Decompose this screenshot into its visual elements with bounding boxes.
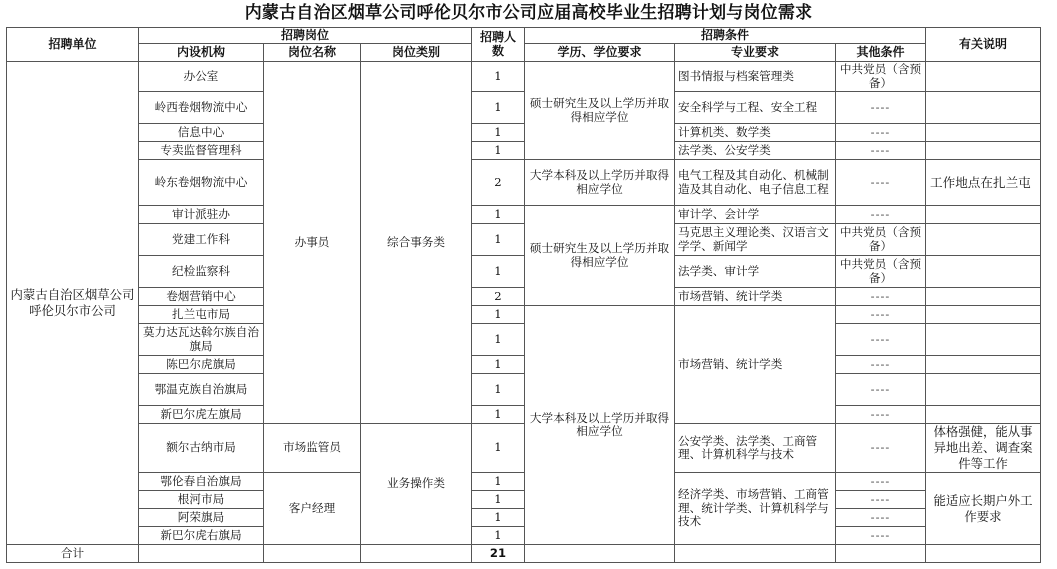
dept-cell: 阿荣旗局	[139, 509, 264, 527]
count-cell: 1	[472, 509, 525, 527]
other-cell: ----	[836, 374, 926, 406]
major-cell: 马克思主义理论类、汉语言文学学、新闻学	[675, 224, 836, 256]
dept-cell: 审计派驻办	[139, 206, 264, 224]
notes-cell	[926, 124, 1041, 142]
unit-name: 内蒙古自治区烟草公司呼伦贝尔市公司	[7, 62, 139, 545]
total-count: 21	[472, 545, 525, 563]
education-cell: 大学本科及以上学历并取得相应学位	[525, 160, 675, 206]
other-cell: 中共党员（含预备）	[836, 256, 926, 288]
table-row	[7, 509, 1041, 527]
header-post-type: 岗位类别	[361, 44, 472, 62]
dept-cell: 党建工作科	[139, 224, 264, 256]
other-cell: ----	[836, 142, 926, 160]
dept-cell: 新巴尔虎右旗局	[139, 527, 264, 545]
table-row	[7, 206, 1041, 224]
notes-cell	[926, 288, 1041, 306]
table-row	[7, 142, 1041, 160]
other-cell: ----	[836, 356, 926, 374]
notes-cell	[926, 142, 1041, 160]
table-row	[7, 356, 1041, 374]
other-cell: ----	[836, 92, 926, 124]
other-cell: ----	[836, 473, 926, 491]
education-cell: 硕士研究生及以上学历并取得相应学位	[525, 62, 675, 160]
count-cell: 2	[472, 288, 525, 306]
header-unit: 招聘单位	[7, 28, 139, 62]
dept-cell: 卷烟营销中心	[139, 288, 264, 306]
dept-cell: 岭东卷烟物流中心	[139, 160, 264, 206]
other-cell: ----	[836, 324, 926, 356]
dept-cell: 根河市局	[139, 491, 264, 509]
major-cell: 法学类、审计学	[675, 256, 836, 288]
header-notes: 有关说明	[926, 28, 1041, 62]
count-cell: 1	[472, 527, 525, 545]
education-cell: 大学本科及以上学历并取得相应学位	[525, 306, 675, 545]
table-row	[7, 424, 1041, 473]
table-row	[7, 124, 1041, 142]
table-row	[7, 324, 1041, 356]
other-cell: ----	[836, 288, 926, 306]
count-cell: 1	[472, 374, 525, 406]
major-cell: 市场营销、统计学类	[675, 306, 836, 424]
table-row	[7, 92, 1041, 124]
post-type-cell: 业务操作类	[361, 424, 472, 545]
header-other: 其他条件	[836, 44, 926, 62]
notes-cell	[926, 356, 1041, 374]
header-count: 招聘人 数	[472, 28, 525, 62]
count-cell: 1	[472, 491, 525, 509]
header-major: 专业要求	[675, 44, 836, 62]
notes-cell	[926, 206, 1041, 224]
dept-cell: 信息中心	[139, 124, 264, 142]
count-cell: 1	[472, 473, 525, 491]
dept-cell: 鄂温克族自治旗局	[139, 374, 264, 406]
major-cell: 经济学类、市场营销、工商管理、统计学类、计算机科学与技术	[675, 473, 836, 545]
dept-cell: 岭西卷烟物流中心	[139, 92, 264, 124]
post-name-cell: 办事员	[264, 62, 361, 424]
count-cell: 1	[472, 256, 525, 288]
dept-cell: 新巴尔虎左旗局	[139, 406, 264, 424]
post-name-cell: 客户经理	[264, 473, 361, 545]
notes-cell	[926, 324, 1041, 356]
other-cell: 中共党员（含预备）	[836, 224, 926, 256]
education-cell: 硕士研究生及以上学历并取得相应学位	[525, 206, 675, 306]
table-row	[7, 224, 1041, 256]
total-row	[7, 545, 1041, 563]
table-row	[7, 374, 1041, 406]
notes-cell	[926, 224, 1041, 256]
dept-cell: 陈巴尔虎旗局	[139, 356, 264, 374]
table-row	[7, 491, 1041, 509]
dept-cell: 额尔古纳市局	[139, 424, 264, 473]
total-label: 合计	[7, 545, 139, 563]
other-cell: ----	[836, 406, 926, 424]
other-cell: ----	[836, 124, 926, 142]
post-type-cell: 综合事务类	[361, 62, 472, 424]
major-cell: 审计学、会计学	[675, 206, 836, 224]
other-cell: ----	[836, 424, 926, 473]
post-name-cell: 市场监管员	[264, 424, 361, 473]
major-cell: 图书情报与档案管理类	[675, 62, 836, 92]
count-cell: 1	[472, 406, 525, 424]
table-row	[7, 306, 1041, 324]
other-cell: ----	[836, 206, 926, 224]
notes-cell: 能适应长期户外工作要求	[926, 473, 1041, 545]
recruitment-table	[6, 27, 1041, 563]
count-cell: 1	[472, 124, 525, 142]
count-cell: 1	[472, 142, 525, 160]
notes-cell	[926, 306, 1041, 324]
header-post-group: 招聘岗位	[139, 28, 472, 44]
header-education: 学历、学位要求	[525, 44, 675, 62]
major-cell: 安全科学与工程、安全工程	[675, 92, 836, 124]
major-cell: 计算机类、数学类	[675, 124, 836, 142]
dept-cell: 专卖监督管理科	[139, 142, 264, 160]
table-row	[7, 406, 1041, 424]
header-post-name: 岗位名称	[264, 44, 361, 62]
notes-cell	[926, 62, 1041, 92]
notes-cell	[926, 256, 1041, 288]
notes-cell: 体格强健，能从事异地出差、调查案件等工作	[926, 424, 1041, 473]
other-cell: ----	[836, 160, 926, 206]
other-cell: ----	[836, 306, 926, 324]
dept-cell: 莫力达瓦达斡尔族自治旗局	[139, 324, 264, 356]
major-cell: 公安学类、法学类、工商管理、计算机科学与技术	[675, 424, 836, 473]
count-cell: 1	[472, 92, 525, 124]
count-cell: 1	[472, 324, 525, 356]
major-cell: 法学类、公安学类	[675, 142, 836, 160]
notes-cell	[926, 406, 1041, 424]
count-cell: 1	[472, 62, 525, 92]
other-cell: ----	[836, 509, 926, 527]
count-cell: 1	[472, 306, 525, 324]
page-title: 内蒙古自治区烟草公司呼伦贝尔市公司应届高校毕业生招聘计划与岗位需求	[244, 3, 813, 23]
dept-cell: 扎兰屯市局	[139, 306, 264, 324]
notes-cell: 工作地点在扎兰屯	[926, 160, 1041, 206]
header-dept: 内设机构	[139, 44, 264, 62]
other-cell: ----	[836, 491, 926, 509]
notes-cell	[926, 374, 1041, 406]
dept-cell: 纪检监察科	[139, 256, 264, 288]
table-row	[7, 288, 1041, 306]
table-row	[7, 62, 1041, 92]
major-cell: 电气工程及其自动化、机械制造及其自动化、电子信息工程	[675, 160, 836, 206]
count-cell: 1	[472, 206, 525, 224]
other-cell: 中共党员（含预备）	[836, 62, 926, 92]
notes-cell	[926, 92, 1041, 124]
count-cell: 1	[472, 224, 525, 256]
dept-cell: 鄂伦春自治旗局	[139, 473, 264, 491]
table-row	[7, 473, 1041, 491]
count-cell: 1	[472, 356, 525, 374]
other-cell: ----	[836, 527, 926, 545]
count-cell: 1	[472, 424, 525, 473]
major-cell: 市场营销、统计学类	[675, 288, 836, 306]
table-row	[7, 256, 1041, 288]
table-row	[7, 160, 1041, 206]
count-cell: 2	[472, 160, 525, 206]
header-condition-group: 招聘条件	[525, 28, 926, 44]
table-row	[7, 527, 1041, 545]
dept-cell: 办公室	[139, 62, 264, 92]
